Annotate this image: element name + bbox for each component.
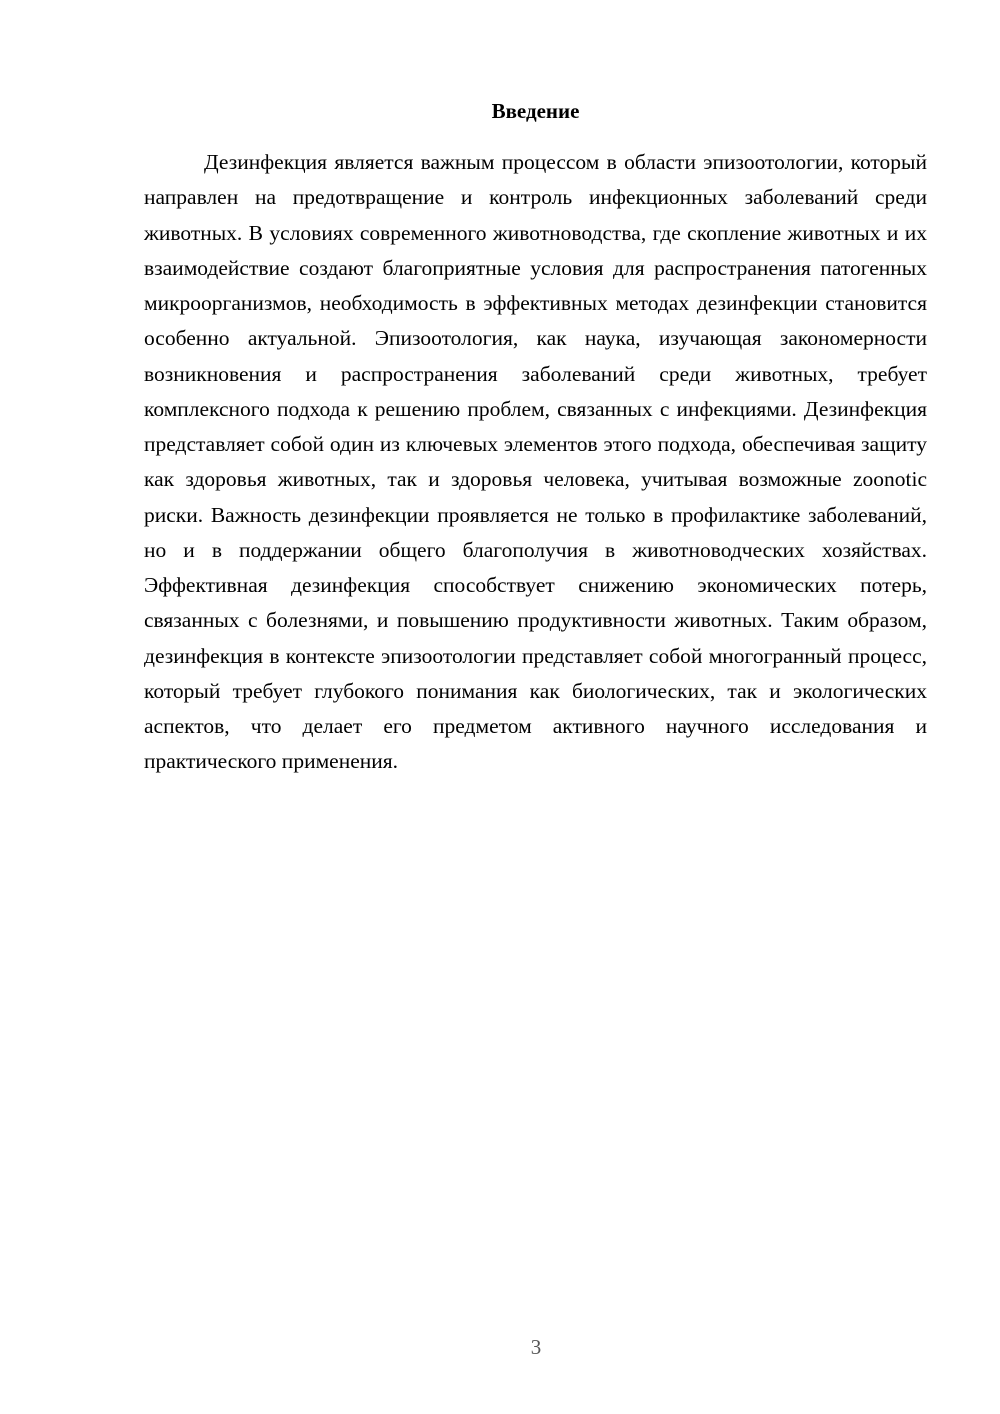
body-paragraph: Дезинфекция является важным процессом в области эпизоотологии, который направлен на предотвращение и контроль инфекционных заболеваний среди животных. В условиях современного животноводства, где скопление животных и их взаимодействие создают благоприятные условия для распространения патогенных микроорганизмов, необходимость в эффективных методах дезинфекции становится особенно актуальной. Эпизоотология, как наука, изучающая закономерности возникновения и распространения заболеваний среди животных, требует комплексного подхода к решению проблем, связанных с инфекциями. Дезинфекция представляет собой один из ключевых элементов этого подхода, обеспечивая защиту как здоровья животных, так и здоровья человека, учитывая возможные zoonotic риски. Важность дезинфекции проявляется не только в профилактике заболеваний, но и в поддержании общего благополучия в животноводческих хозяйствах. Эффективная дезинфекция способствует снижению экономических потерь, связанных с болезнями, и повышению продуктивности животных. Таким образом, дезинфекция в контексте эпизоотологии представляет собой многогранный процесс, который требует глубокого понимания как биологических, так и экологических аспектов, что делает его предметом активного научного исследования и практического применения.	[144, 150, 927, 774]
page-number: 3	[530, 1335, 542, 1359]
section-heading: Введение	[491, 99, 580, 123]
